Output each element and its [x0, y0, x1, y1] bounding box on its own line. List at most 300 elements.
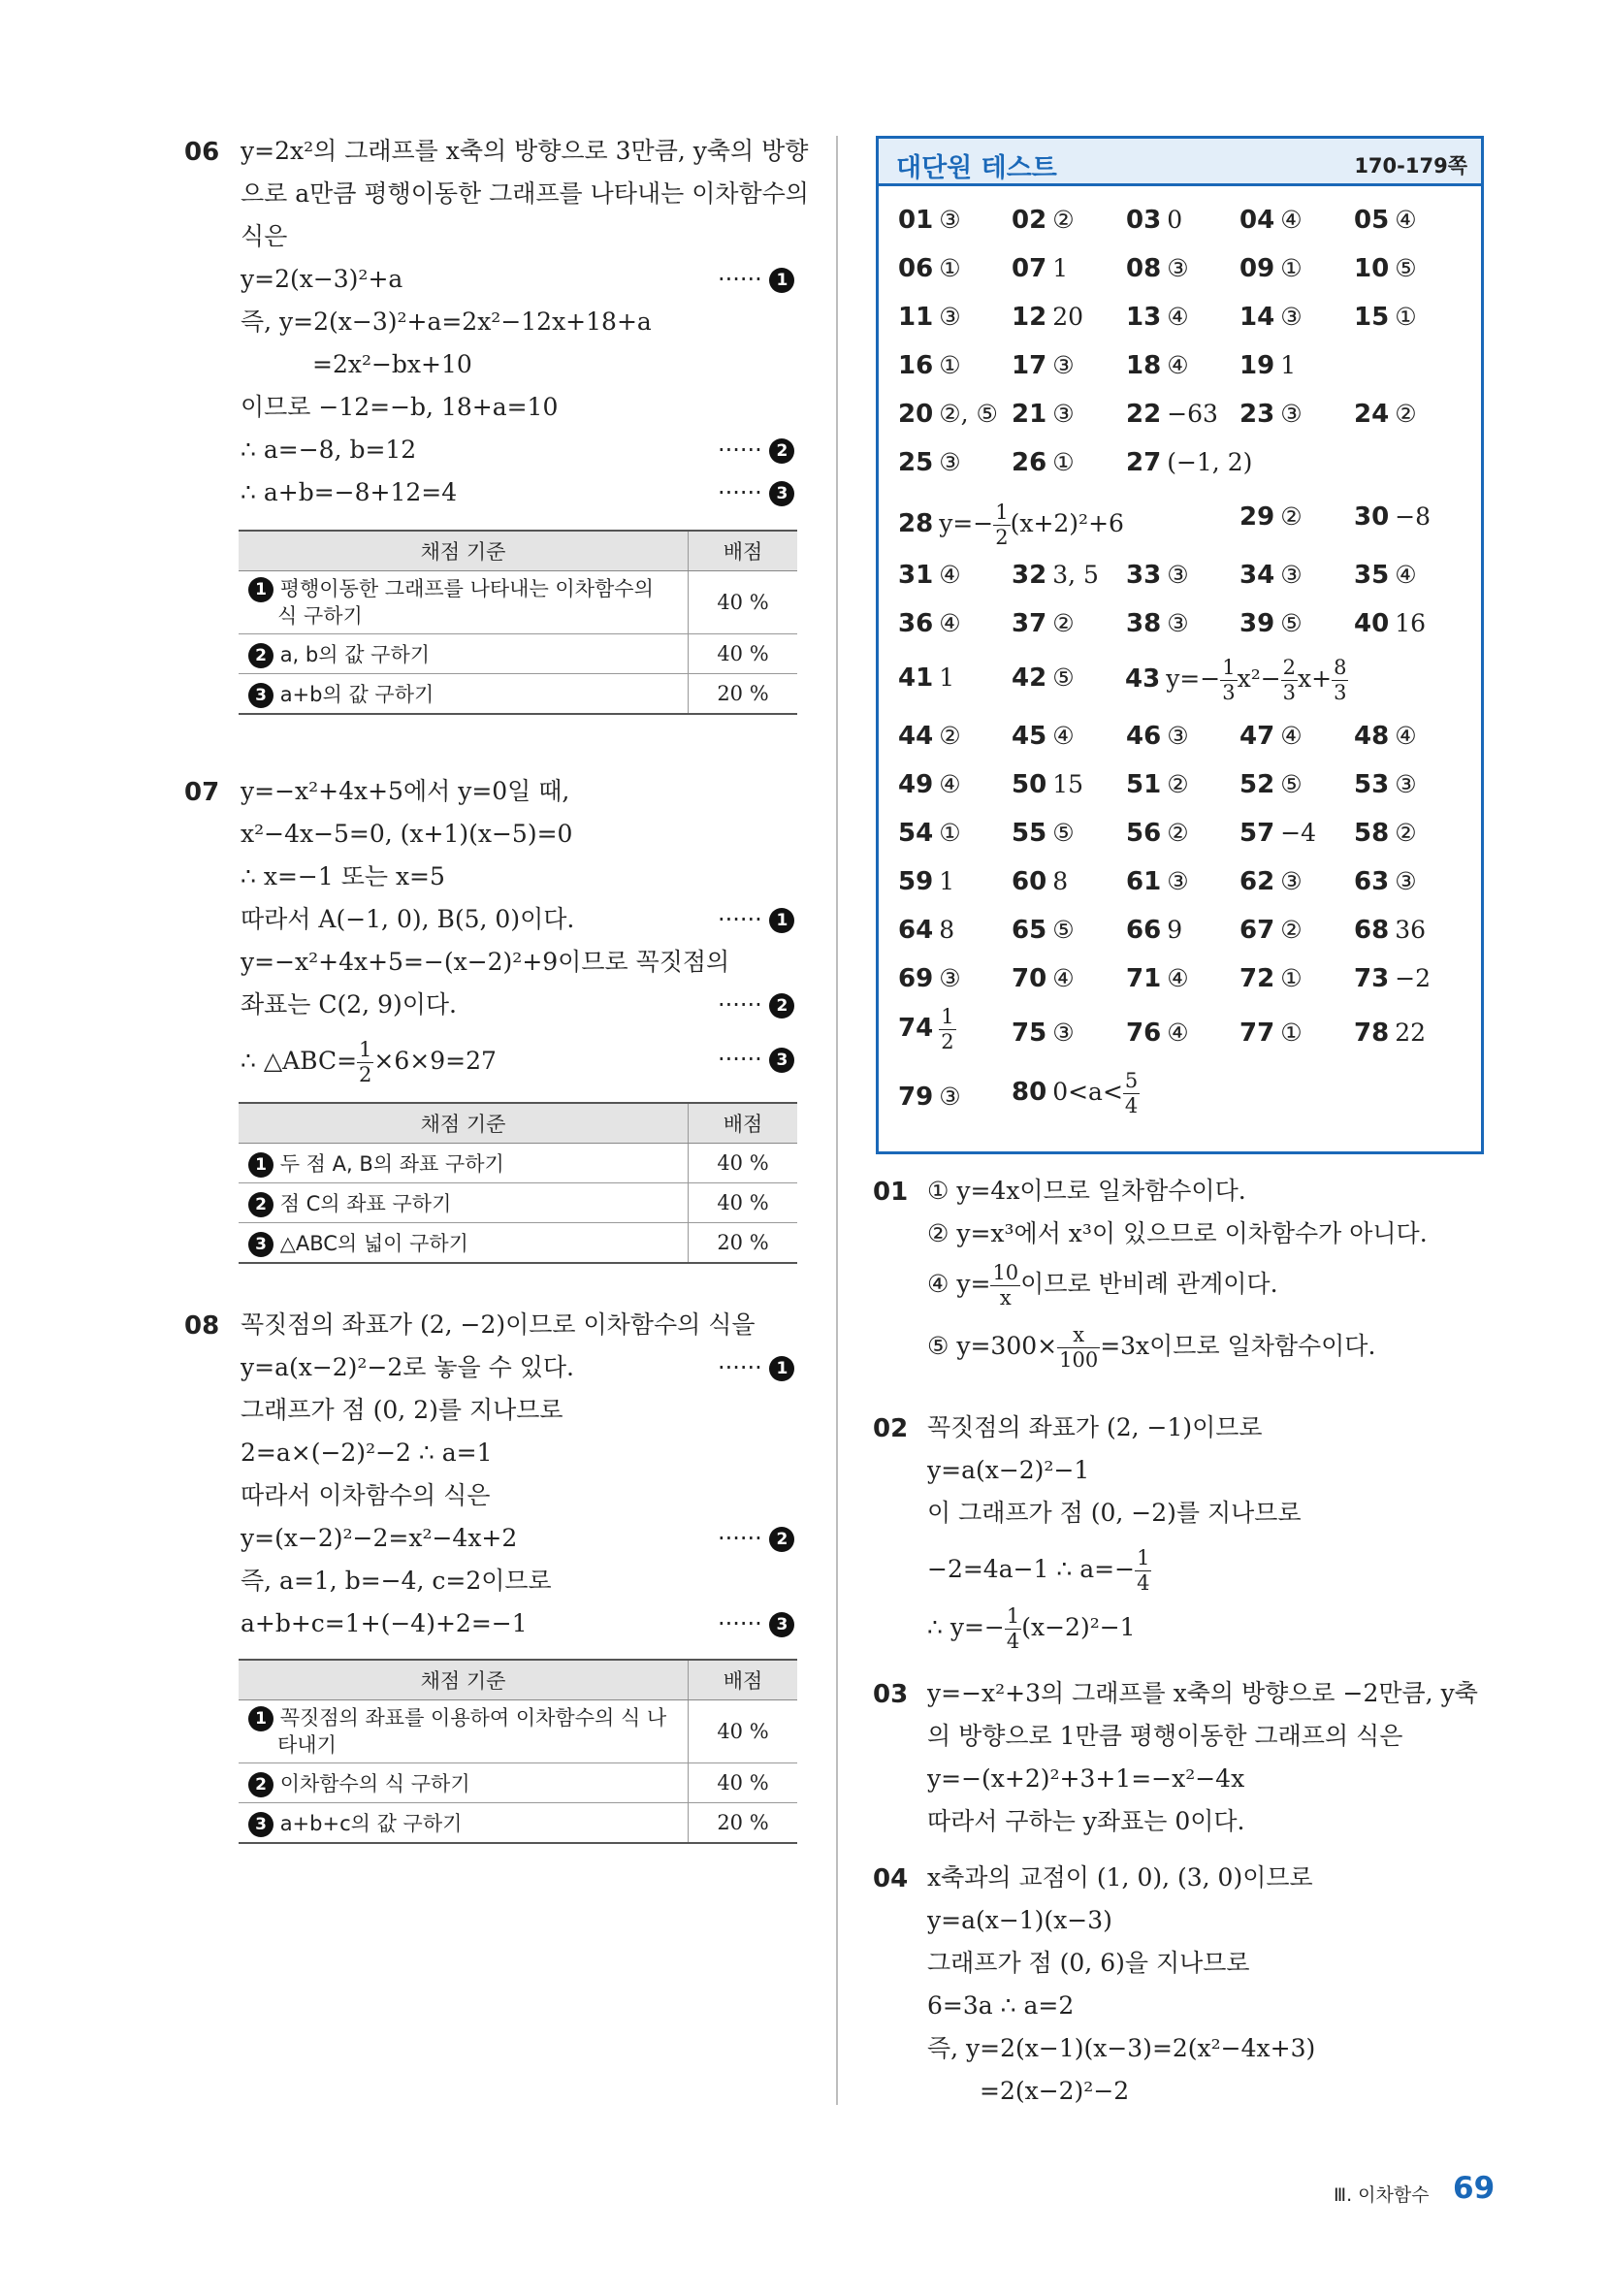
dots: ······: [718, 991, 762, 1019]
answer-value: 8: [939, 916, 955, 944]
criterion-cell: [239, 674, 689, 715]
answer-value: ②, ⑤: [939, 400, 998, 428]
p07-line: x²−4x−5=0, (x+1)(x−5)=0: [241, 820, 573, 848]
answer-value: ④: [1395, 561, 1417, 589]
answer-item: [1012, 351, 1075, 380]
answer-value: ④: [1052, 722, 1075, 750]
criterion-cell: [239, 571, 689, 634]
answer-number: 21: [1012, 400, 1047, 429]
criterion-text: 식 구하기: [277, 604, 363, 628]
answer-item: [1012, 254, 1068, 283]
answer-number: 24: [1354, 400, 1390, 429]
step-marker: [718, 1046, 794, 1073]
answer-item: [1239, 561, 1303, 590]
answer-number: 06: [898, 254, 934, 283]
table-row: [239, 1763, 797, 1803]
answer-value: ③: [1280, 867, 1303, 895]
table-header: 배점: [689, 531, 798, 571]
scoring-table-06: [239, 530, 797, 715]
answer-value: 15: [1052, 770, 1083, 798]
answer-value: 0: [1167, 206, 1183, 234]
answer-number: 47: [1239, 722, 1275, 751]
answer-value: ②: [1280, 916, 1303, 944]
answer-value: ①: [1052, 448, 1075, 476]
answer-value: ④: [1167, 964, 1189, 992]
step-number: 3: [248, 683, 274, 708]
p07-line: y=−x²+4x+5에서 y=0일 때,: [241, 777, 570, 805]
answer-value: ④: [1280, 206, 1303, 234]
r02-line: y=a(x−2)²−1: [927, 1456, 1090, 1484]
step-number: 2: [248, 1772, 274, 1797]
table-header: 배점: [689, 1660, 798, 1700]
step-number: 1: [769, 908, 794, 933]
answer-item: [1126, 561, 1189, 590]
answer-item: [1354, 561, 1417, 590]
page-number: 69: [1453, 2171, 1496, 2206]
answer-item: [1012, 663, 1075, 693]
table-header: 채점 기준: [239, 531, 689, 571]
table-row: [239, 1700, 797, 1763]
answer-value: −4: [1280, 819, 1317, 847]
step-marker: [718, 266, 794, 293]
answer-text: y=−: [939, 509, 994, 537]
answer-number: 59: [898, 867, 934, 896]
r04-line: 그래프가 점 (0, 6)을 지나므로: [927, 1949, 1250, 1977]
answer-item: [1126, 722, 1189, 751]
numerator: 1: [995, 501, 1009, 524]
answer-number: 77: [1239, 1019, 1275, 1048]
answer-number: 16: [898, 351, 934, 380]
answer-number: 40: [1354, 609, 1390, 638]
fraction: [939, 1007, 955, 1052]
answer-value: ③: [1395, 867, 1417, 895]
step-number: 2: [769, 993, 794, 1019]
answer-item: [1126, 1019, 1189, 1048]
answer-value: ④: [1167, 351, 1189, 379]
answer-value: ④: [1167, 1019, 1189, 1047]
points-cell: 40 %: [689, 1700, 798, 1763]
denominator: 100: [1059, 1348, 1099, 1372]
r01-line: [927, 1263, 1278, 1309]
answer-value: ②: [1167, 770, 1189, 798]
answer-item: [898, 303, 961, 332]
criterion-cell: [239, 1700, 689, 1763]
answer-number: 66: [1126, 916, 1162, 945]
answer-item: [1012, 400, 1075, 429]
criterion-text: △ABC의 넓이 구하기: [279, 1232, 468, 1255]
answer-value: ①: [939, 819, 961, 847]
step-number: 1: [769, 268, 794, 293]
answer-value: ②: [1395, 400, 1417, 428]
answer-value: ④: [939, 770, 961, 798]
answer-number: 57: [1239, 819, 1275, 848]
step-marker: [718, 1610, 794, 1637]
dots: ······: [718, 1525, 762, 1552]
answer-number: 55: [1012, 819, 1047, 848]
step-marker: [718, 437, 794, 464]
answer-number: 04: [1239, 206, 1275, 235]
area-prefix: ∴ △ABC=: [241, 1047, 358, 1075]
points-cell: 40 %: [689, 1144, 798, 1183]
step-marker: [718, 1354, 794, 1381]
r04-line: x축과의 교점이 (1, 0), (3, 0)이므로: [927, 1863, 1313, 1892]
criterion-text: 평행이동한 그래프를 나타내는 이차함수의: [279, 577, 654, 600]
p06-line: 이므로 −12=−b, 18+a=10: [241, 393, 559, 421]
answer-item: [1126, 448, 1252, 477]
answer-item: [1239, 722, 1303, 751]
p07-line: ∴ x=−1 또는 x=5: [241, 862, 445, 890]
step-number: 1: [248, 1152, 274, 1178]
denominator: x: [999, 1286, 1012, 1310]
answer-number: 10: [1354, 254, 1390, 283]
answer-item: [898, 964, 961, 993]
answer-number: 37: [1012, 609, 1047, 638]
answer-item: [1354, 964, 1431, 993]
answer-item: [1354, 206, 1417, 235]
numerator: 5: [1124, 1069, 1139, 1092]
answer-item-74: [898, 1007, 956, 1052]
answer-item: [1012, 561, 1099, 590]
answer-item: [898, 1083, 961, 1112]
answer-value: ⑤: [1395, 254, 1417, 282]
answer-item: [1239, 1019, 1303, 1048]
answer-value: (−1, 2): [1167, 448, 1253, 476]
fraction: [990, 1263, 1020, 1309]
answer-value: ①: [1395, 303, 1417, 331]
table-row: [239, 1183, 797, 1223]
step-number: 3: [769, 1048, 794, 1073]
criterion-text: 꼭짓점의 좌표를 이용하여 이차함수의 식 나: [279, 1706, 667, 1730]
answer-text: (x+2)²+6: [1010, 509, 1124, 537]
answer-number: 64: [898, 916, 934, 945]
points-cell: 20 %: [689, 1803, 798, 1844]
step-number: 3: [248, 1812, 274, 1837]
answer-value: ②: [1052, 609, 1075, 637]
p06-line: 으로 a만큼 평행이동한 그래프를 나타내는 이차함수의: [241, 179, 809, 208]
answer-number: 38: [1126, 609, 1162, 638]
answer-value: ⑤: [1052, 663, 1075, 692]
answer-value: ③: [1167, 722, 1189, 750]
step-number: 1: [248, 1706, 274, 1731]
answer-number: 07: [1012, 254, 1047, 283]
answer-value: ③: [939, 303, 961, 331]
answer-item: [1126, 770, 1189, 799]
step-marker: [718, 1525, 794, 1552]
step-marker: [718, 991, 794, 1019]
answer-item: [898, 770, 961, 799]
answer-value: ③: [1395, 770, 1417, 798]
answer-value: ④: [1052, 964, 1075, 992]
p06-line: y=2x²의 그래프를 x축의 방향으로 3만큼, y축의 방향: [241, 137, 809, 165]
answer-number: 53: [1354, 770, 1390, 799]
p07-line: y=−x²+4x+5=−(x−2)²+9이므로 꼭짓점의: [241, 948, 730, 976]
answer-value: −2: [1395, 964, 1432, 992]
answer-value: ①: [939, 254, 961, 282]
p06-line: 식은: [241, 222, 288, 250]
r03-line: y=−x²+3의 그래프를 x축의 방향으로 −2만큼, y축: [927, 1679, 1478, 1707]
numerator: 1: [1222, 656, 1236, 679]
answer-item: [1239, 770, 1303, 799]
answer-number: 17: [1012, 351, 1047, 380]
r02-line: [927, 1606, 1136, 1652]
explanation-02-number: 02: [873, 1414, 909, 1443]
answer-number: 72: [1239, 964, 1275, 993]
answer-number: 60: [1012, 867, 1047, 896]
answer-item: [1012, 770, 1083, 799]
step-number: 2: [248, 643, 274, 668]
p06-line: ∴ a+b=−8+12=4: [241, 478, 458, 506]
denominator: 3: [1334, 681, 1347, 704]
answer-item: [1126, 819, 1189, 848]
answer-item: [1354, 254, 1417, 283]
answer-number: 71: [1126, 964, 1162, 993]
answer-number: 63: [1354, 867, 1390, 896]
answer-item-28: [898, 502, 1124, 548]
answer-item: [1239, 254, 1303, 283]
answer-number: 62: [1239, 867, 1275, 896]
footer-section-label: Ⅲ. 이차함수: [1334, 2184, 1430, 2206]
p08-line: a+b+c=1+(−4)+2=−1: [241, 1609, 528, 1637]
r01-text: ④ y=: [927, 1270, 991, 1298]
answer-number: 15: [1354, 303, 1390, 332]
denominator: 2: [995, 526, 1009, 549]
r03-line: 의 방향으로 1만큼 평행이동한 그래프의 식은: [927, 1722, 1403, 1750]
table-header: 채점 기준: [239, 1103, 689, 1144]
answer-item: [1126, 303, 1189, 332]
answer-item: [1012, 206, 1075, 235]
answer-item: [1239, 916, 1303, 945]
answer-value: 9: [1167, 916, 1183, 944]
answer-number: 41: [898, 663, 934, 693]
test-header: [879, 139, 1481, 186]
fraction: [1332, 658, 1348, 703]
criterion-cell: [239, 1803, 689, 1844]
numerator: 1: [359, 1038, 372, 1061]
dots: ······: [718, 1354, 762, 1381]
r04-line: y=a(x−1)(x−3): [927, 1906, 1112, 1934]
fraction: [1123, 1071, 1140, 1116]
answer-value: −63: [1167, 400, 1218, 428]
test-page-range: 170-179쪽: [1354, 154, 1467, 178]
answer-number: 42: [1012, 663, 1047, 693]
answer-text: y=−: [1166, 664, 1221, 693]
answer-item: [898, 663, 954, 693]
answer-value: 1: [939, 663, 955, 692]
answer-text: x²−: [1237, 664, 1281, 693]
p08-line: 따라서 이차함수의 식은: [241, 1481, 491, 1509]
answer-value: ③: [1052, 351, 1075, 379]
table-row: [239, 674, 797, 715]
p06-line: 즉, y=2(x−3)²+a=2x²−12x+18+a: [241, 307, 652, 336]
answer-value: ③: [1280, 303, 1303, 331]
answer-number: 65: [1012, 916, 1047, 945]
answer-number: 32: [1012, 561, 1047, 590]
problem-06-number: 06: [184, 138, 220, 167]
answer-value: ③: [1167, 867, 1189, 895]
p08-line: 2=a×(−2)²−2 ∴ a=1: [241, 1439, 493, 1467]
answer-number: 58: [1354, 819, 1390, 848]
answer-item: [1012, 867, 1068, 896]
answer-item: [1354, 819, 1417, 848]
denominator: 3: [1222, 681, 1236, 704]
answer-value: ①: [1280, 1019, 1303, 1047]
r01-line: ① y=4x이므로 일차함수이다.: [927, 1177, 1246, 1205]
fraction: [1057, 1325, 1100, 1371]
numerator: 2: [1282, 656, 1297, 679]
step-number: 1: [769, 1356, 794, 1381]
points-cell: 40 %: [689, 634, 798, 674]
answer-item: [898, 254, 961, 283]
answer-value: ③: [1052, 1019, 1075, 1047]
answer-item: [1012, 303, 1083, 332]
r04-line: 즉, y=2(x−1)(x−3)=2(x²−4x+3): [927, 2034, 1316, 2062]
table-row: [239, 1803, 797, 1844]
dots: ······: [718, 906, 762, 933]
numerator: x: [1057, 1325, 1100, 1348]
answer-value: −8: [1395, 502, 1432, 531]
answer-item: [1354, 770, 1417, 799]
numerator: 8: [1334, 656, 1347, 679]
answer-item: [1354, 722, 1417, 751]
numerator: 1: [1006, 1604, 1020, 1628]
answer-item: [1012, 1019, 1075, 1048]
answer-value: ④: [939, 609, 961, 637]
table-row: [239, 1144, 797, 1183]
answer-item-80: [1012, 1071, 1140, 1116]
r04-line: 6=3a ∴ a=2: [927, 1991, 1075, 2020]
answer-item: [1354, 400, 1417, 429]
answer-number: 01: [898, 206, 934, 235]
answer-number: 18: [1126, 351, 1162, 380]
denominator: 4: [1124, 1094, 1139, 1117]
answer-number: 19: [1239, 351, 1275, 380]
dots: ······: [718, 479, 762, 506]
answer-item: [1012, 819, 1075, 848]
r01-text: ⑤ y=300×: [927, 1332, 1058, 1360]
step-number: 2: [248, 1192, 274, 1217]
answer-item: [898, 206, 961, 235]
answer-item: [1012, 964, 1075, 993]
p07-line: 좌표는 C(2, 9)이다.: [241, 990, 457, 1019]
answer-value: 8: [1052, 867, 1069, 895]
answer-number: 05: [1354, 206, 1390, 235]
answer-number: 14: [1239, 303, 1275, 332]
answer-value: ①: [1280, 254, 1303, 282]
criterion-text: 점 C의 좌표 구하기: [279, 1192, 452, 1215]
answer-number: 43: [1125, 664, 1161, 694]
table-row: [239, 1223, 797, 1264]
answer-value: ④: [1167, 303, 1189, 331]
denominator: 2: [941, 1030, 954, 1053]
numerator: 10: [992, 1261, 1019, 1284]
answer-number: 31: [898, 561, 934, 590]
answer-number: 29: [1239, 502, 1275, 532]
answer-number: 26: [1012, 448, 1047, 477]
explanation-03-number: 03: [873, 1680, 909, 1709]
answer-value: ②: [1395, 819, 1417, 847]
criterion-text: 이차함수의 식 구하기: [279, 1772, 470, 1795]
answer-value: ④: [1395, 722, 1417, 750]
r01-line: [927, 1325, 1375, 1371]
answer-number: 03: [1126, 206, 1162, 235]
answer-item: [1126, 351, 1189, 380]
answer-item: [898, 448, 961, 477]
answer-number: 28: [898, 509, 934, 538]
step-number: 3: [769, 481, 794, 506]
answer-item: [898, 400, 998, 429]
answer-number: 73: [1354, 964, 1390, 993]
fraction: [993, 502, 1010, 548]
points-cell: 20 %: [689, 674, 798, 715]
explanation-01-number: 01: [873, 1178, 909, 1207]
answer-value: ④: [939, 561, 961, 589]
answer-item: [1239, 206, 1303, 235]
answer-item: [1239, 964, 1303, 993]
answer-item: [898, 351, 961, 380]
r02-text: (x−2)²−1: [1021, 1613, 1136, 1641]
answer-number: 80: [1012, 1078, 1047, 1107]
answer-value: ⑤: [1280, 770, 1303, 798]
scoring-table-07: [239, 1102, 797, 1264]
answer-number: 35: [1354, 561, 1390, 590]
answer-value: ③: [1167, 254, 1189, 282]
answer-number: 74: [898, 1014, 934, 1043]
answer-number: 56: [1126, 819, 1162, 848]
answer-value: 20: [1052, 303, 1083, 331]
answer-number: 52: [1239, 770, 1275, 799]
p08-line: 꼭짓점의 좌표가 (2, −2)이므로 이차함수의 식을: [241, 1310, 756, 1339]
answer-item: [1239, 400, 1303, 429]
answer-number: 48: [1354, 722, 1390, 751]
answer-number: 13: [1126, 303, 1162, 332]
step-number: 2: [769, 1527, 794, 1552]
dots: ······: [718, 1046, 762, 1073]
column-divider: [836, 136, 838, 2105]
step-number: 3: [248, 1232, 274, 1257]
answer-value: ③: [1280, 400, 1303, 428]
denominator: 4: [1137, 1571, 1150, 1595]
p08-line: 즉, a=1, b=−4, c=2이므로: [241, 1567, 552, 1595]
fraction: [357, 1040, 373, 1085]
answer-item: [898, 867, 954, 896]
answer-value: ③: [939, 964, 961, 992]
step-number: 2: [769, 438, 794, 464]
answer-number: 54: [898, 819, 934, 848]
p07-area-line: [241, 1040, 497, 1085]
answer-number: 68: [1354, 916, 1390, 945]
points-cell: 40 %: [689, 1183, 798, 1223]
criterion-cell: [239, 1144, 689, 1183]
answer-value: ④: [1280, 722, 1303, 750]
answer-number: 34: [1239, 561, 1275, 590]
answer-number: 02: [1012, 206, 1047, 235]
dots: ······: [718, 437, 762, 464]
answer-item: [1126, 867, 1189, 896]
answer-value: ③: [939, 206, 961, 234]
answer-item: [1012, 609, 1075, 638]
answer-value: ③: [1052, 400, 1075, 428]
answer-value: ⑤: [1280, 609, 1303, 637]
r02-line: [927, 1548, 1151, 1594]
answer-value: ③: [1280, 561, 1303, 589]
dots: ······: [718, 1610, 762, 1637]
answer-number: 61: [1126, 867, 1162, 896]
answer-item: [898, 916, 954, 945]
answer-item: [1239, 303, 1303, 332]
explanation-04-number: 04: [873, 1864, 909, 1893]
answer-number: 20: [898, 400, 934, 429]
answer-number: 33: [1126, 561, 1162, 590]
